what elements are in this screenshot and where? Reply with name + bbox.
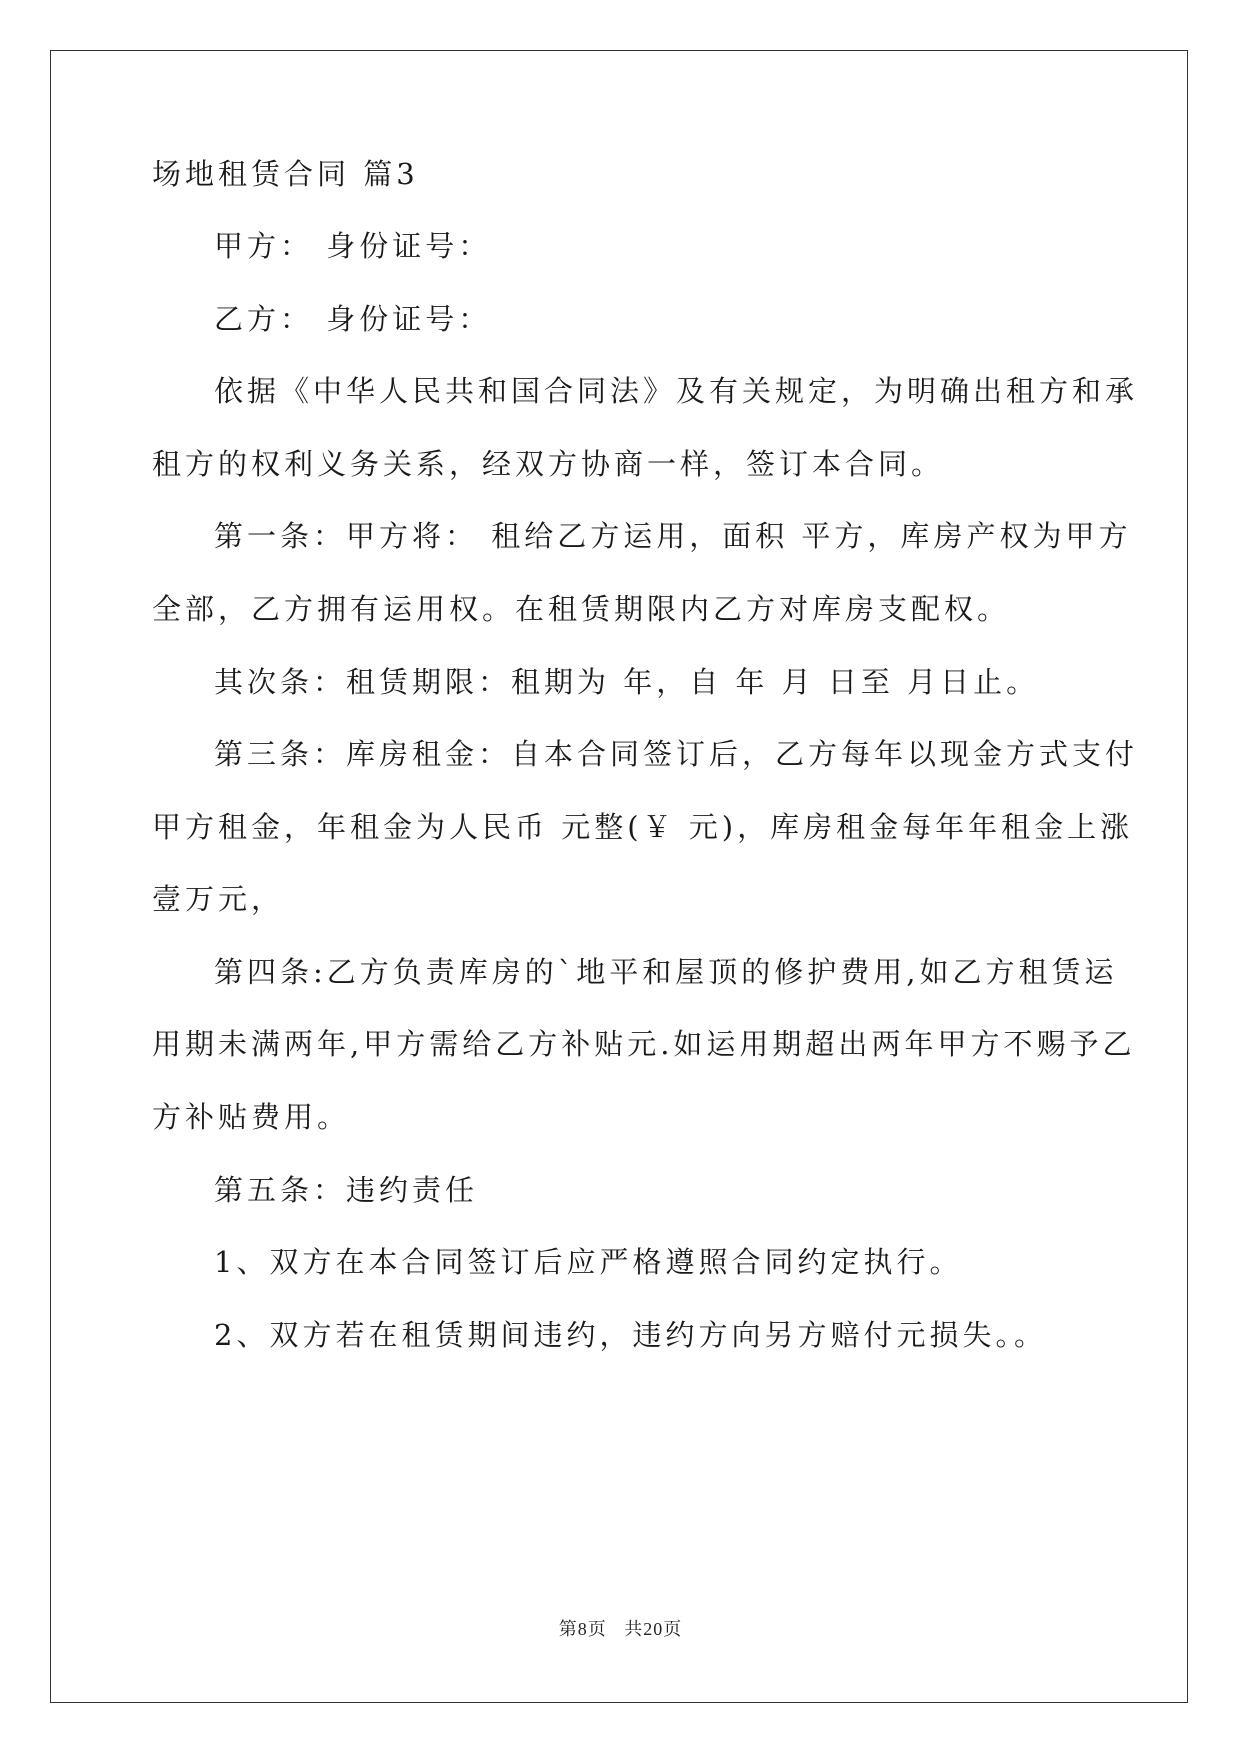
document-title: 场地租赁合同 篇3 (152, 157, 419, 191)
article-3-line-3: 壹万元， (152, 882, 285, 916)
article-2-line: 其次条：租赁期限：租期为 年，自 年 月 日至 月日止。 (214, 665, 1040, 699)
party-a-line: 甲方： 身份证号： (214, 229, 492, 263)
article-4-line-1: 第四条:乙方负责库房的`地平和屋顶的修护费用,如乙方租赁运 (214, 955, 1118, 989)
article-5-item-1: 1、双方在本合同签订后应严格遵照合同约定执行。 (214, 1245, 963, 1279)
page-border (50, 50, 1188, 1703)
page-total: 共20页 (624, 1619, 683, 1639)
article-1-line-1: 第一条：甲方将： 租给乙方运用，面积 平方，库房产权为甲方 (214, 519, 1132, 553)
preamble-line-2: 租方的权利义务关系，经双方协商一样，签订本合同。 (152, 447, 945, 481)
page-footer (0, 1615, 1241, 1641)
article-3-line-2: 甲方租金，年租金为人民币 元整(￥ 元)，库房租金每年年租金上涨 (152, 810, 1134, 844)
article-5-heading: 第五条：违约责任 (214, 1173, 479, 1207)
article-5-item-2: 2、双方若在租赁期间违约，违约方向另方赔付元损失。。 (214, 1318, 1047, 1352)
page-number: 第8页 (558, 1619, 607, 1639)
article-4-line-3: 方补贴费用。 (152, 1100, 351, 1134)
article-1-line-2: 全部，乙方拥有运用权。在租赁期限内乙方对库房支配权。 (152, 592, 1011, 626)
preamble-line-1: 依据《中华人民共和国合同法》及有关规定，为明确出租方和承 (214, 374, 1139, 408)
article-4-line-2: 用期未满两年,甲方需给乙方补贴元.如运用期超出两年甲方不赐予乙 (152, 1027, 1136, 1061)
article-3-line-1: 第三条：库房租金：自本合同签订后，乙方每年以现金方式支付 (214, 737, 1139, 771)
party-b-line: 乙方： 身份证号： (214, 302, 492, 336)
